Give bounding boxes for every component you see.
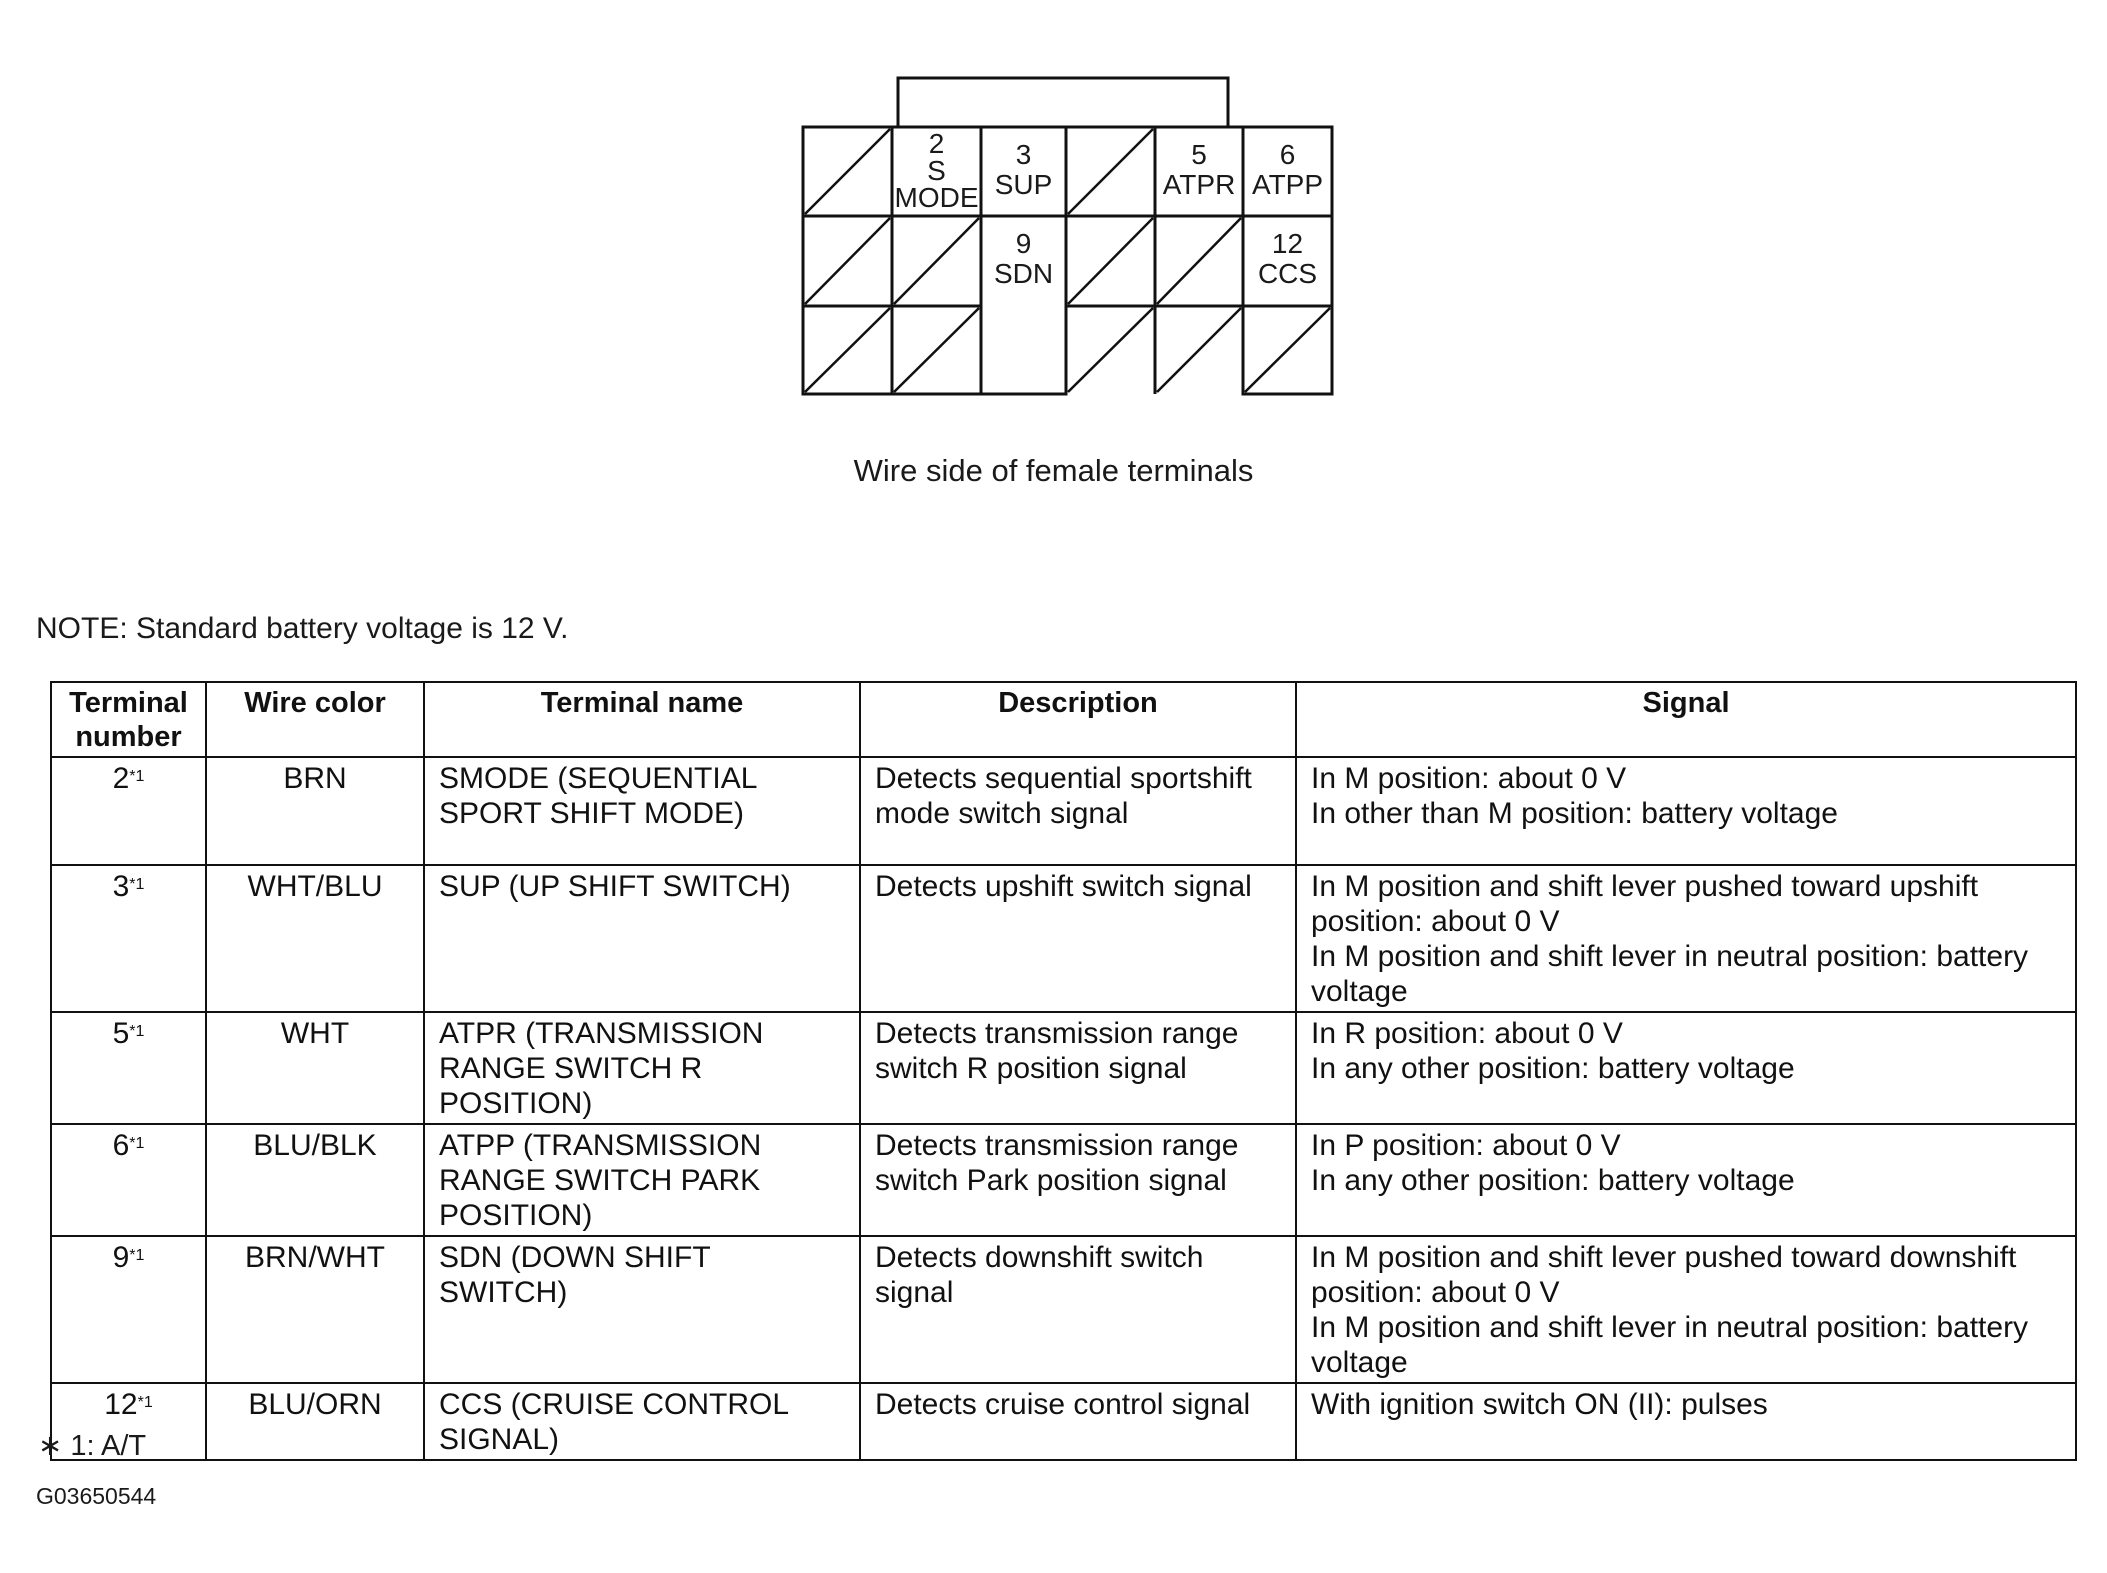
terminal-name-cell: SUP (UP SHIFT SWITCH) [424,865,860,1012]
terminal-number-cell: 9$^{*1}$ [51,1236,206,1383]
wire-color-cell: WHT/BLU [206,865,424,1012]
header-terminal-name: Terminal name [424,682,860,757]
terminal-name-cell: ATPR (TRANSMISSION RANGE SWITCH R POSITION) [424,1012,860,1124]
description-cell: Detects downshift switch signal [860,1236,1296,1383]
note-text: NOTE: Standard battery voltage is 12 V. [36,612,569,645]
description-cell: Detects upshift switch signal [860,865,1296,1012]
terminal-number-cell: 12$^{*1}$ [51,1383,206,1460]
terminal-name-cell: SDN (DOWN SHIFT SWITCH) [424,1236,860,1383]
terminal-name-cell: SMODE (SEQUENTIAL SPORT SHIFT MODE) [424,757,860,865]
wire-color-cell: BRN [206,757,424,865]
table-row [51,1124,2076,1236]
signal-cell: In M position and shift lever pushed toward downshift position: about 0 V In M position and shift lever in neutral position: battery voltage [1296,1236,2076,1383]
terminal-2-cell: 2 S MODE [894,128,979,213]
table-row [51,757,2076,865]
header-wire-color: Wire color [206,682,424,757]
signal-cell: In R position: about 0 V In any other position: battery voltage [1296,1012,2076,1124]
terminal-number-cell: 6$^{*1}$ [51,1124,206,1236]
footnote-mark: *1 [129,1247,145,1264]
description-cell: Detects transmission range switch R position signal [860,1012,1296,1124]
description-cell: Detects sequential sportshift mode switch signal [860,757,1296,865]
table-row [51,865,2076,1012]
terminal-name-cell: CCS (CRUISE CONTROL SIGNAL) [424,1383,860,1460]
wire-color-cell: BLU/BLK [206,1124,424,1236]
table-row [51,1012,2076,1124]
terminal-number-cell: 3$^{*1}$ [51,865,206,1012]
footnote-mark: *1 [137,1394,153,1411]
footnote-mark: *1 [129,1023,145,1040]
signal-cell: With ignition switch ON (II): pulses [1296,1383,2076,1460]
footnote: ∗ 1: A/T [38,1430,147,1462]
header-terminal-number: Terminal number [51,682,206,757]
signal-cell: In M position: about 0 V In other than M position: battery voltage [1296,757,2076,865]
table-row [51,1236,2076,1383]
description-cell: Detects cruise control signal [860,1383,1296,1460]
connector-diagram [795,72,1340,402]
terminal-9-cell: 9 SDN [993,228,1054,289]
terminal-12-cell: 12 CCS [1257,228,1318,289]
wire-color-cell: WHT [206,1012,424,1124]
figure-id: G03650544 [36,1483,157,1509]
signal-cell: In P position: about 0 V In any other position: battery voltage [1296,1124,2076,1236]
terminal-number-cell: 2$^{*1}$ [51,757,206,865]
terminal-table [50,681,2077,1461]
footnote-mark: *1 [129,876,145,893]
terminal-3-cell: 3 SUP [994,139,1053,200]
terminal-name-cell: ATPP (TRANSMISSION RANGE SWITCH PARK POSITION) [424,1124,860,1236]
description-cell: Detects transmission range switch Park position signal [860,1124,1296,1236]
connector-caption: Wire side of female terminals [853,453,1254,488]
footnote-mark: *1 [129,1135,145,1152]
wire-color-cell: BRN/WHT [206,1236,424,1383]
terminal-6-cell: 6 ATPP [1251,139,1324,200]
wire-color-cell: BLU/ORN [206,1383,424,1460]
signal-cell: In M position and shift lever pushed toward upshift position: about 0 V In M position and shift lever in neutral position: battery voltage [1296,865,2076,1012]
footnote-mark: *1 [129,768,145,785]
header-signal: Signal [1296,682,2076,757]
table-row [51,1383,2076,1460]
header-description: Description [860,682,1296,757]
terminal-5-cell: 5 ATPR [1162,139,1236,200]
table-header-row [51,682,2076,757]
terminal-number-cell: 5$^{*1}$ [51,1012,206,1124]
